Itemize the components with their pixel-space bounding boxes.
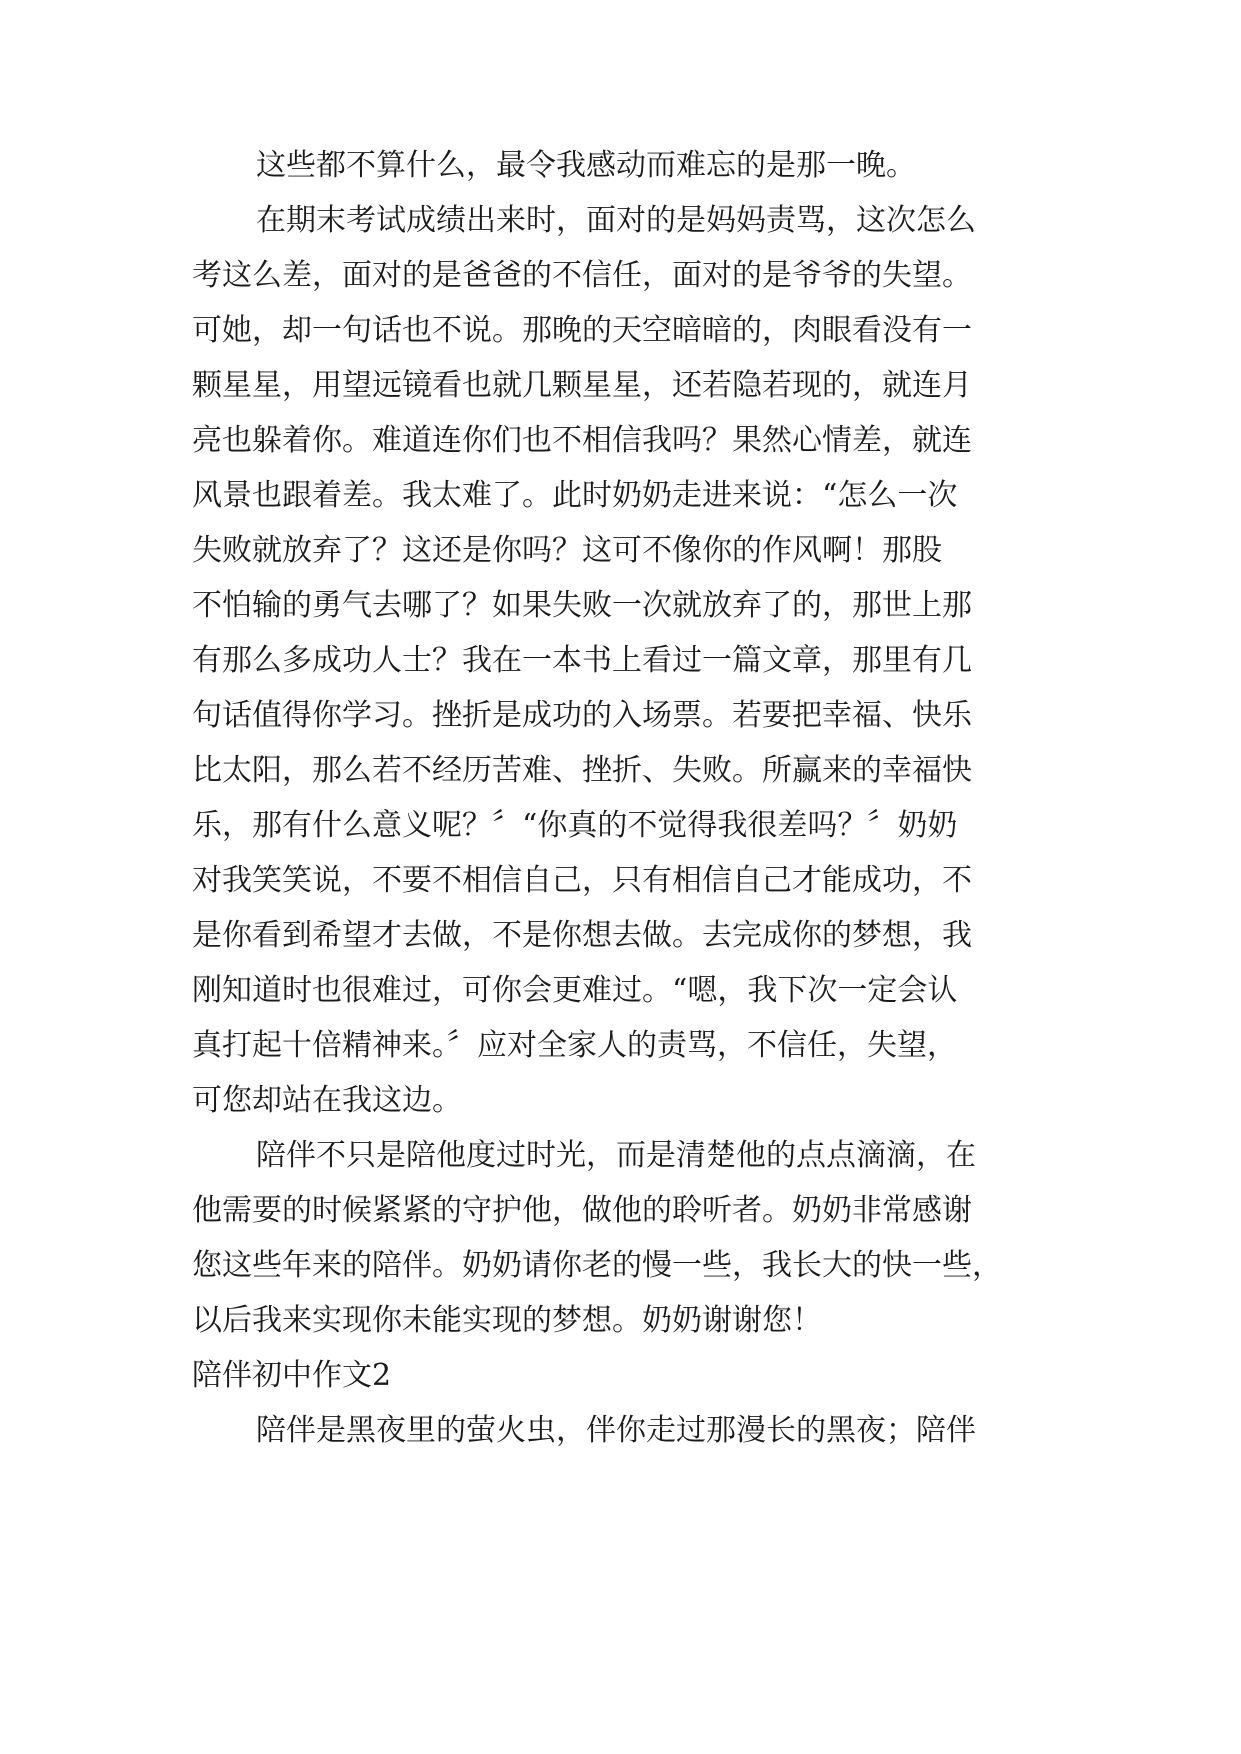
paragraph-2-line-3: 可她，却一句话也不说。那晚的天空暗暗的，肉眼看没有一 bbox=[192, 313, 972, 348]
paragraph-2-line-7: 失败就放弃了？这还是你吗？这可不像你的作风啊！那股 bbox=[192, 533, 942, 568]
paragraph-2-line-5: 亮也躲着你。难道连你们也不相信我吗？果然心情差，就连 bbox=[192, 423, 972, 458]
paragraph-2-line-1: 在期末考试成绩出来时，面对的是妈妈责骂，这次怎么 bbox=[256, 203, 976, 238]
paragraph-2-line-15: 刚知道时也很难过，可你会更难过。“嗯，我下次一定会认 bbox=[192, 973, 958, 1008]
paragraph-2-line-13: 对我笑笑说，不要不相信自己，只有相信自己才能成功，不 bbox=[192, 863, 972, 898]
paragraph-2-line-16: 真打起十倍精神来。〞应对全家人的责骂，不信任，失望， bbox=[192, 1028, 957, 1063]
paragraph-2-line-14: 是你看到希望才去做，不是你想去做。去完成你的梦想，我 bbox=[192, 918, 972, 953]
paragraph-2-line-10: 句话值得你学习。挫折是成功的入场票。若要把幸福、快乐 bbox=[192, 698, 972, 733]
paragraph-3-line-2: 他需要的时候紧紧的守护他，做他的聆听者。奶奶非常感谢 bbox=[192, 1193, 972, 1228]
paragraph-4-line-1: 陪伴是黑夜里的萤火虫，伴你走过那漫长的黑夜；陪伴 bbox=[256, 1413, 976, 1448]
paragraph-3-line-4: 以后我来实现你未能实现的梦想。奶奶谢谢您！ bbox=[192, 1303, 822, 1338]
paragraph-2-line-6: 风景也跟着差。我太难了。此时奶奶走进来说：“怎么一次 bbox=[192, 478, 958, 513]
paragraph-1-line-1: 这些都不算什么，最令我感动而难忘的是那一晚。 bbox=[256, 148, 916, 183]
paragraph-3-line-1: 陪伴不只是陪他度过时光，而是清楚他的点点滴滴，在 bbox=[256, 1138, 976, 1173]
paragraph-2-line-4: 颗星星，用望远镜看也就几颗星星，还若隐若现的，就连月 bbox=[192, 368, 972, 403]
section-heading: 陪伴初中作文2 bbox=[192, 1358, 392, 1393]
paragraph-2-line-8: 不怕输的勇气去哪了？如果失败一次就放弃了的，那世上那 bbox=[192, 588, 972, 623]
paragraph-2-line-2: 考这么差，面对的是爸爸的不信任，面对的是爷爷的失望。 bbox=[192, 258, 972, 293]
paragraph-2-line-12: 乐，那有什么意义呢？〞“你真的不觉得我很差吗？〞奶奶 bbox=[192, 808, 958, 843]
paragraph-2-line-11: 比太阳，那么若不经历苦难、挫折、失败。所赢来的幸福快 bbox=[192, 753, 972, 788]
paragraph-2-line-9: 有那么多成功人士？我在一本书上看过一篇文章，那里有几 bbox=[192, 643, 972, 678]
paragraph-3-line-3: 您这些年来的陪伴。奶奶请你老的慢一些，我长大的快一些， bbox=[192, 1248, 1002, 1283]
paragraph-2-line-17: 可您却站在我这边。 bbox=[192, 1083, 462, 1118]
